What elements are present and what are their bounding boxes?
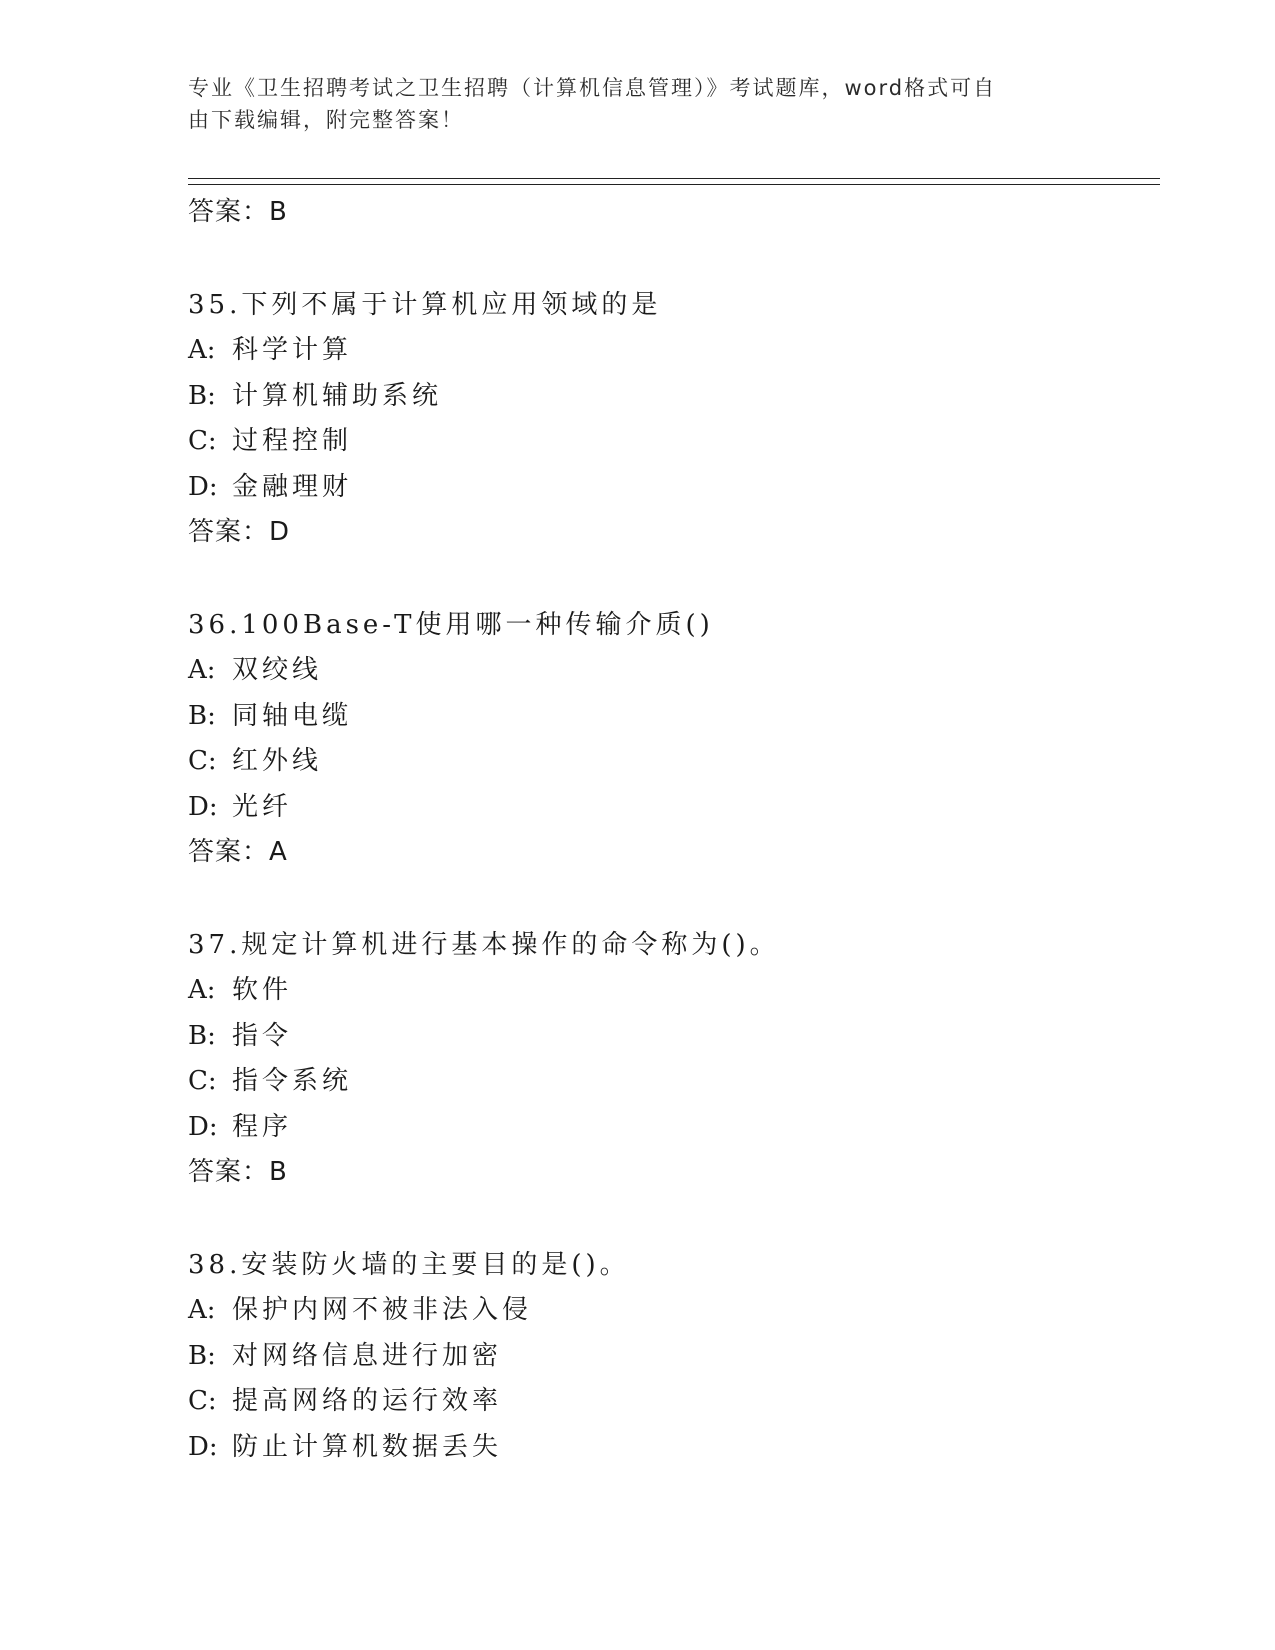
option-c <box>188 419 1148 465</box>
answer-line <box>188 830 1148 874</box>
option-label: A: <box>188 335 216 365</box>
option-b <box>188 1014 1148 1060</box>
option-text: 软件 <box>232 975 293 1005</box>
option-text: 提高网络的运行效率 <box>232 1386 503 1416</box>
option-label: B: <box>188 700 216 731</box>
option-d <box>188 1425 1148 1471</box>
option-text: 同轴电缆 <box>232 700 353 731</box>
option-label: C: <box>188 1386 217 1416</box>
question-text: 35.下列不属于计算机应用领域的是 <box>188 290 662 320</box>
question-text: 36.100Base-T使用哪一种传输介质() <box>188 610 714 640</box>
option-text: 过程控制 <box>232 426 353 456</box>
question-block <box>188 1242 1148 1470</box>
option-label: D: <box>188 1111 218 1142</box>
question-block <box>188 602 1148 874</box>
option-text: 金融理财 <box>232 471 353 502</box>
option-label: D: <box>188 1431 218 1462</box>
option-b <box>188 374 1148 420</box>
option-label: A: <box>188 655 216 685</box>
option-text: 指令 <box>232 1020 293 1051</box>
answer-value: D <box>269 517 291 547</box>
option-b <box>188 1334 1148 1380</box>
option-b <box>188 694 1148 740</box>
option-text: 指令系统 <box>232 1066 353 1096</box>
header-divider-bottom <box>188 184 1160 185</box>
option-label: B: <box>188 1020 216 1051</box>
option-text: 红外线 <box>232 746 323 776</box>
option-text: 双绞线 <box>232 655 323 685</box>
option-a <box>188 648 1148 694</box>
option-label: A: <box>188 975 216 1005</box>
option-label: C: <box>188 426 217 456</box>
option-text: 科学计算 <box>232 335 353 365</box>
answer-line <box>188 510 1148 554</box>
option-c <box>188 739 1148 785</box>
answer-prefix: 答案： <box>188 197 270 227</box>
option-text: 防止计算机数据丢失 <box>232 1431 503 1462</box>
question-text: 38.安装防火墙的主要目的是()。 <box>188 1250 630 1280</box>
option-d <box>188 1105 1148 1151</box>
header-line-2: 由下载编辑，附完整答案！ <box>188 108 464 132</box>
option-label: B: <box>188 1340 216 1371</box>
question-text: 37.规定计算机进行基本操作的命令称为()。 <box>188 930 780 960</box>
answer-value: B <box>269 1157 288 1187</box>
question-list <box>188 190 1148 1470</box>
option-c <box>188 1379 1148 1425</box>
option-label: D: <box>188 791 218 822</box>
option-d <box>188 785 1148 831</box>
option-a <box>188 968 1148 1014</box>
answer-line <box>188 1150 1148 1194</box>
option-label: C: <box>188 746 217 776</box>
answer-prefix: 答案： <box>188 837 270 867</box>
option-a <box>188 328 1148 374</box>
question-block <box>188 282 1148 554</box>
option-label: D: <box>188 471 218 502</box>
header-divider-top <box>188 178 1160 179</box>
option-text: 保护内网不被非法入侵 <box>232 1295 533 1325</box>
option-a <box>188 1288 1148 1334</box>
answer-prefix: 答案： <box>188 1157 270 1187</box>
option-text: 计算机辅助系统 <box>232 380 443 411</box>
question-block <box>188 922 1148 1194</box>
answer-line <box>188 190 1148 234</box>
option-c <box>188 1059 1148 1105</box>
option-d <box>188 465 1148 511</box>
answer-prefix: 答案： <box>188 517 270 547</box>
option-text: 程序 <box>232 1111 293 1142</box>
option-text: 光纤 <box>232 791 293 822</box>
answer-value: A <box>269 837 288 867</box>
header-line-1: 专业《卫生招聘考试之卫生招聘（计算机信息管理）》考试题库，word格式可自 <box>188 76 997 100</box>
answer-value: B <box>269 197 288 227</box>
option-label: B: <box>188 380 216 411</box>
option-label: A: <box>188 1295 216 1325</box>
document-header <box>188 72 1088 136</box>
option-text: 对网络信息进行加密 <box>232 1340 503 1371</box>
option-label: C: <box>188 1066 217 1096</box>
